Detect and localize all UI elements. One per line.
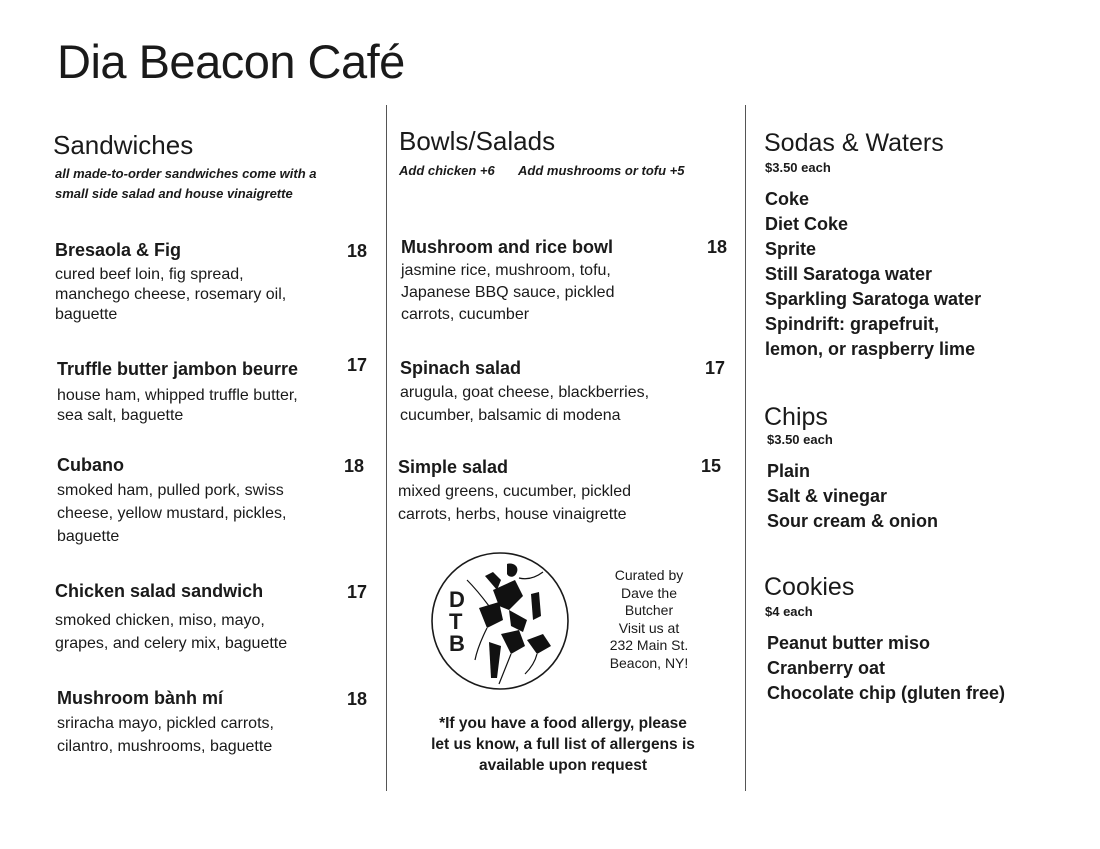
description-line: baguette [55,306,118,323]
logo-letter-b: B [449,631,465,656]
allergy-line: let us know, a full list of allergens is [431,736,695,753]
column-divider-right [745,105,746,791]
list-item: Spindrift: grapefruit, [765,314,939,334]
allergy-line: *If you have a food allergy, please [439,715,687,732]
logo-letter-d: D [449,587,465,612]
item-name: Cubano [57,455,124,475]
description-line: sea salt, baguette [57,407,184,424]
list-item: Sparkling Saratoga water [765,289,982,309]
item-description [55,609,287,655]
list-item: Peanut butter miso [767,633,931,653]
description-line: cured beef loin, fig spread, [55,266,244,283]
sandwiches-heading: Sandwiches [53,130,194,160]
description-line: cucumber, balsamic di modena [400,407,621,424]
item-price: 17 [347,355,368,375]
list-item: Coke [765,189,810,209]
item-description [57,479,286,548]
curated-line: Curated by [614,567,684,583]
bowls-heading: Bowls/Salads [399,126,556,156]
description-line: carrots, herbs, house vinaigrette [398,506,627,523]
item-description [57,386,298,426]
column-divider-left [386,105,387,791]
description-line: smoked chicken, miso, mayo, [55,612,265,629]
description-line: smoked ham, pulled pork, swiss [57,482,284,499]
sodas-price: $3.50 each [765,160,831,175]
item-price: 15 [701,456,722,476]
dancing-figure-illustration [479,563,551,678]
addon-mushrooms-tofu: Add mushrooms or tofu +5 [518,163,685,178]
item-name: Chicken salad sandwich [55,581,264,601]
chips-heading: Chips [764,403,828,431]
curated-line: Visit us at [618,619,680,636]
item-name: Mushroom and rice bowl [401,237,614,257]
cookies-price: $4 each [765,604,813,619]
curated-line: Beacon, NY! [609,654,689,671]
sodas-list [765,187,981,362]
description-line: sriracha mayo, pickled carrots, [57,715,274,732]
allergy-line: available upon request [479,757,647,774]
item-price: 17 [347,582,368,602]
description-line: cheese, yellow mustard, pickles, [57,505,287,522]
item-price: 18 [707,237,728,257]
item-price: 18 [344,456,365,476]
item-description [400,381,649,427]
list-item: Chocolate chip (gluten free) [767,683,1006,703]
description-line: house ham, whipped truffle butter, [57,387,298,404]
curated-line: Dave the [620,584,678,601]
sandwiches-note-line: small side salad and house vinaigrette [55,186,293,201]
logo-letter-t: T [449,609,463,634]
item-name: Bresaola & Fig [55,240,182,260]
item-description [401,260,614,326]
description-line: jasmine rice, mushroom, tofu, [401,262,611,279]
item-name: Truffle butter jambon beurre [57,359,299,379]
item-name: Mushroom bành mí [57,688,223,708]
cookies-heading: Cookies [764,573,855,601]
sandwiches-note [55,164,317,204]
curated-line: 232 Main St. [609,637,689,653]
description-line: baguette [57,528,120,545]
description-line: carrots, cucumber [401,306,530,323]
item-name: Spinach salad [400,358,522,378]
list-item: Plain [767,461,811,481]
list-item: Sprite [765,239,817,259]
cookies-list [767,631,1005,706]
addon-chicken: Add chicken +6 [399,163,495,178]
list-item: Diet Coke [765,214,849,234]
curated-by-note [594,567,704,672]
menu-title: Dia Beacon Café [57,35,405,88]
item-description [57,712,274,758]
item-price: 17 [705,358,726,378]
allergy-notice [403,713,723,776]
chips-price: $3.50 each [767,432,833,447]
curated-line: Butcher [624,602,674,618]
item-description [398,480,631,526]
chips-list [767,459,938,534]
list-item: Still Saratoga water [765,264,933,284]
list-item: Sour cream & onion [767,511,939,531]
description-line: mixed greens, cucumber, pickled [398,483,631,500]
description-line: grapes, and celery mix, baguette [55,635,288,652]
list-item: Salt & vinegar [767,486,888,506]
description-line: manchego cheese, rosemary oil, [55,286,287,303]
item-price: 18 [347,241,368,261]
description-line: Japanese BBQ sauce, pickled [401,284,615,301]
description-line: arugula, goat cheese, blackberries, [400,384,650,401]
list-item: lemon, or raspberry lime [765,339,976,359]
description-line: cilantro, mushrooms, baguette [57,738,273,755]
item-price: 18 [347,689,368,709]
sandwiches-note-line: all made-to-order sandwiches come with a [55,166,317,181]
item-name: Simple salad [398,457,509,477]
sodas-heading: Sodas & Waters [764,129,944,157]
item-description [55,265,286,325]
list-item: Cranberry oat [767,658,886,678]
dtb-logo [427,550,573,693]
